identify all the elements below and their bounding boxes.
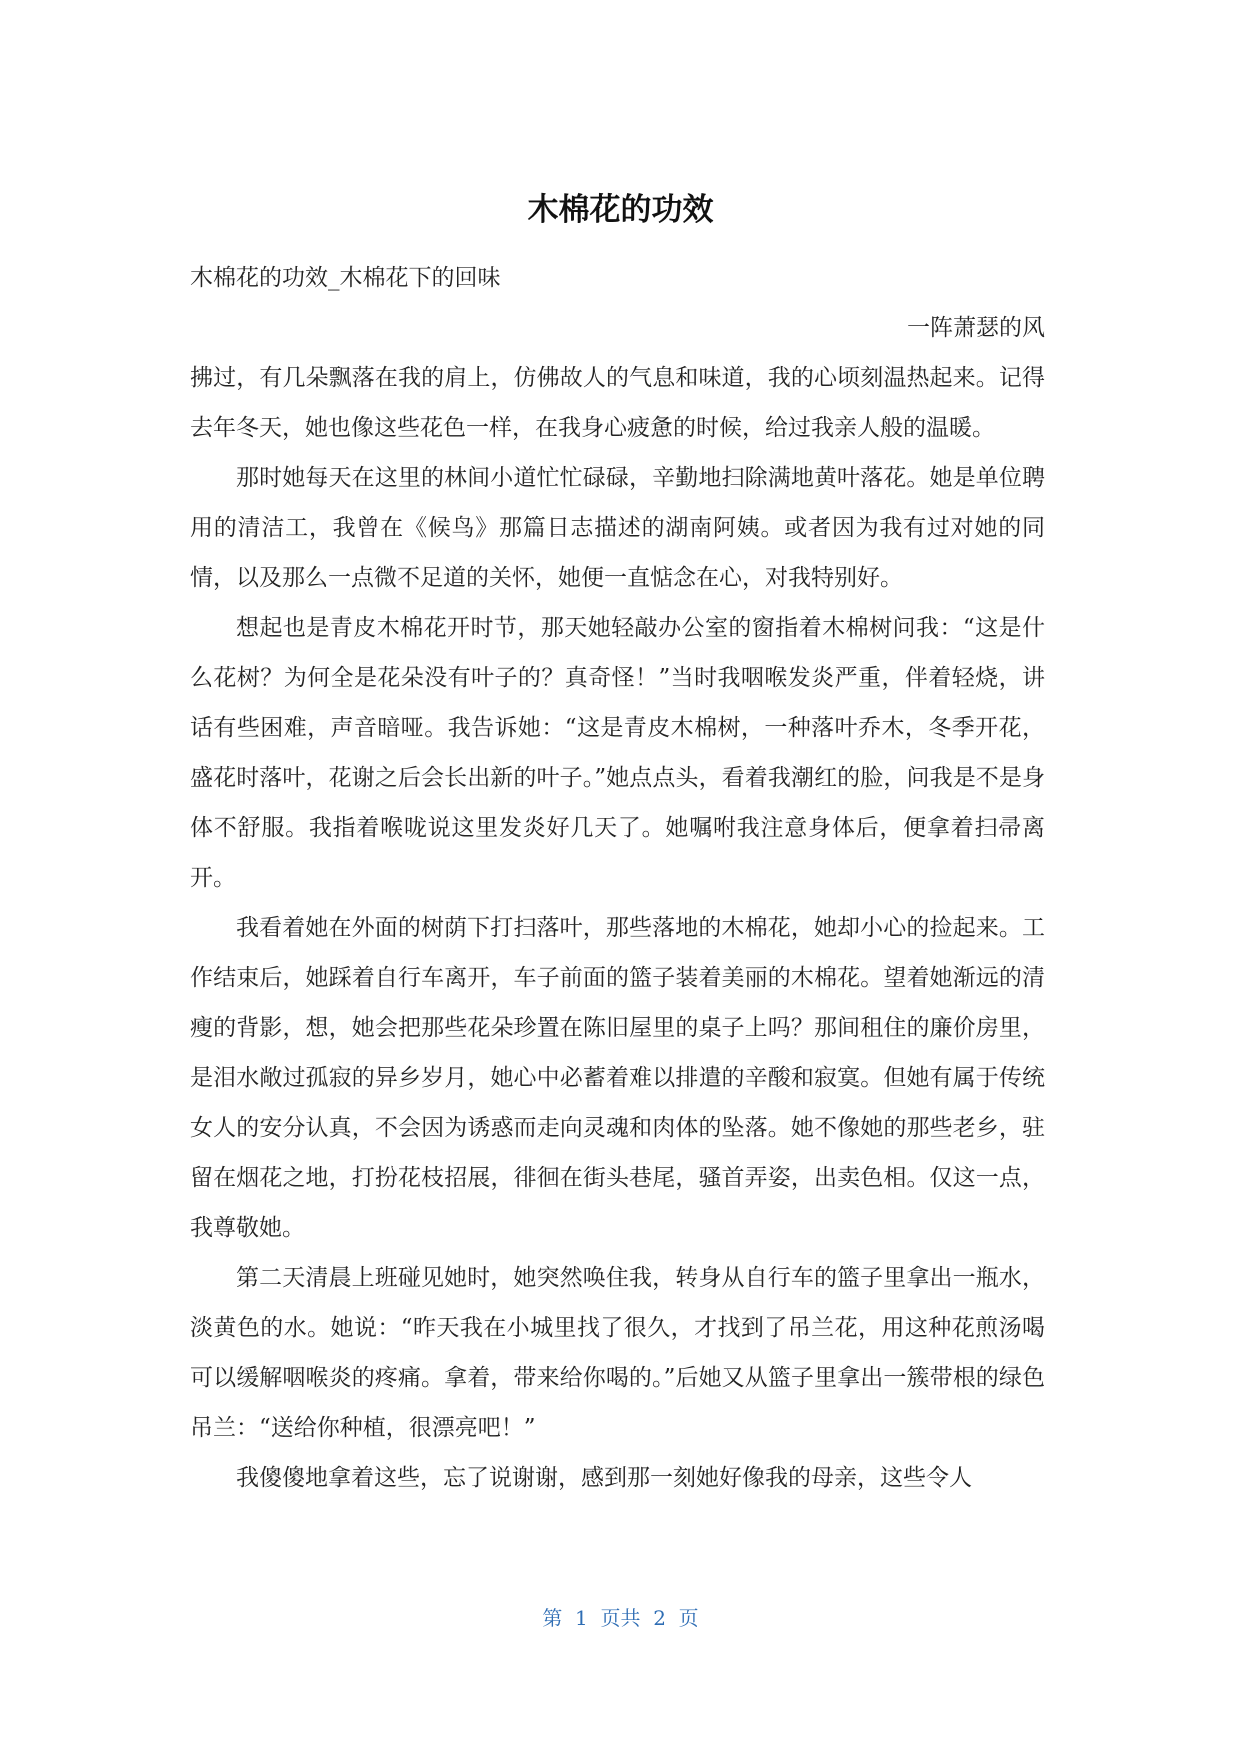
paragraph-4: 第二天清晨上班碰见她时，她突然唤住我，转身从自行车的篮子里拿出一瓶水，淡黄色的水。她说：“昨天我在小城里找了很久，才找到了吊兰花，用这种花煎汤喝可以缓解咽喉炎的疼痛。拿着，带来给你喝的。”后她又从篮子里拿出一簇带根的绿色吊兰：“送给你种植，很漂亮吧！” — [190, 1265, 1045, 1441]
article-body — [190, 253, 1045, 1503]
article-subtitle: 木棉花的功效_木棉花下的回味 — [190, 265, 501, 291]
page-number-footer: 第 1 页共 2 页 — [542, 1606, 699, 1630]
opening-line: 一阵萧瑟的风 — [907, 315, 1045, 341]
paragraph-3: 我看着她在外面的树荫下打扫落叶，那些落地的木棉花，她却小心的捡起来。工作结束后，她踩着自行车离开，车子前面的篮子装着美丽的木棉花。望着她渐远的清瘦的背影，想，她会把那些花朵珍置在陈旧屋里的桌子上吗？那间租住的廉价房里，是泪水敞过孤寂的异乡岁月，她心中必蓄着难以排遣的辛酸和寂寞。但她有属于传统女人的安分认真，不会因为诱惑而走向灵魂和肉体的坠落。她不像她的那些老乡，驻留在烟花之地，打扮花枝招展，徘徊在街头巷尾，骚首弄姿，出卖色相。仅这一点，我尊敬她。 — [190, 915, 1045, 1241]
paragraph-2: 想起也是青皮木棉花开时节，那天她轻敲办公室的窗指着木棉树问我：“这是什么花树？为何全是花朵没有叶子的？真奇怪！”当时我咽喉发炎严重，伴着轻烧，讲话有些困难，声音暗哑。我告诉她：“这是青皮木棉树，一种落叶乔木，冬季开花，盛花时落叶，花谢之后会长出新的叶子。”她点点头，看着我潮红的脸，问我是不是身体不舒服。我指着喉咙说这里发炎好几天了。她嘱咐我注意身体后，便拿着扫帚离开。 — [190, 615, 1045, 891]
paragraph-1: 那时她每天在这里的林间小道忙忙碌碌，辛勤地扫除满地黄叶落花。她是单位聘用的清洁工，我曾在《候鸟》那篇日志描述的湖南阿姨。或者因为我有过对她的同情，以及那么一点微不足道的关怀，她便一直惦念在心，对我特别好。 — [190, 465, 1045, 591]
opening-paragraph: 拂过，有几朵飘落在我的肩上，仿佛故人的气息和味道，我的心顷刻温热起来。记得去年冬天，她也像这些花色一样，在我身心疲惫的时候，给过我亲人般的温暖。 — [190, 365, 1045, 441]
page-title: 木棉花的功效 — [527, 192, 714, 228]
paragraph-5: 我傻傻地拿着这些，忘了说谢谢，感到那一刻她好像我的母亲，这些令人 — [236, 1465, 972, 1491]
